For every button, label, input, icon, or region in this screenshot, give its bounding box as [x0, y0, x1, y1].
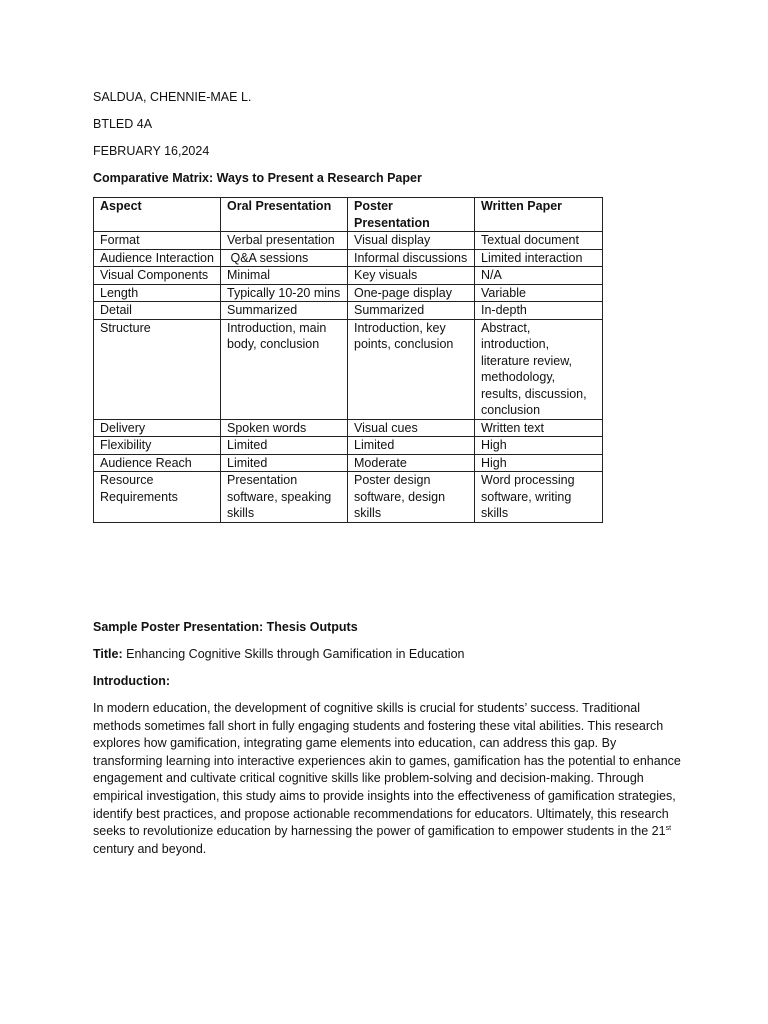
column-header: Poster Presentation [348, 198, 475, 232]
table-cell: Delivery [94, 419, 221, 437]
table-cell: Verbal presentation [221, 232, 348, 250]
table-cell: Length [94, 284, 221, 302]
table-cell: Format [94, 232, 221, 250]
table-cell: Key visuals [348, 267, 475, 285]
table-cell: Resource Requirements [94, 472, 221, 523]
table-row [94, 437, 603, 455]
table-row [94, 419, 603, 437]
table-cell: Visual cues [348, 419, 475, 437]
table-cell: Limited interaction [475, 249, 603, 267]
table-row [94, 267, 603, 285]
table-cell: Visual Components [94, 267, 221, 285]
table-cell: Poster design software, design skills [348, 472, 475, 523]
table-cell: Visual display [348, 232, 475, 250]
introduction-heading: Introduction: [93, 674, 171, 688]
table-cell: Textual document [475, 232, 603, 250]
table-cell: One-page display [348, 284, 475, 302]
column-header: Written Paper [475, 198, 603, 232]
table-cell: Introduction, key points, conclusion [348, 319, 475, 419]
poster-title-text: Enhancing Cognitive Skills through Gamification in Education [122, 647, 465, 661]
table-cell: Q&A sessions [221, 249, 348, 267]
poster-title-label: Title: [93, 647, 123, 661]
table-cell: Summarized [221, 302, 348, 320]
table-cell: Variable [475, 284, 603, 302]
table-row [94, 249, 603, 267]
table-cell: Detail [94, 302, 221, 320]
table-cell: Typically 10-20 mins [221, 284, 348, 302]
table-cell: Limited [221, 454, 348, 472]
table-cell: Spoken words [221, 419, 348, 437]
course-section: BTLED 4A [93, 117, 153, 131]
matrix-title: Comparative Matrix: Ways to Present a Research Paper [93, 171, 422, 185]
table-cell: Minimal [221, 267, 348, 285]
comparative-matrix-table [93, 197, 603, 523]
table-cell: Structure [94, 319, 221, 419]
table-cell: Summarized [348, 302, 475, 320]
table-row [94, 302, 603, 320]
poster-title [93, 646, 465, 662]
table-cell: Flexibility [94, 437, 221, 455]
document-date: FEBRUARY 16,2024 [93, 144, 210, 158]
table-cell: In-depth [475, 302, 603, 320]
table-cell: N/A [475, 267, 603, 285]
table-cell: Limited [348, 437, 475, 455]
table-header-row [94, 198, 603, 232]
table-row [94, 319, 603, 419]
table-cell: Limited [221, 437, 348, 455]
table-cell: Word processing software, writing skills [475, 472, 603, 523]
table-row [94, 454, 603, 472]
table-cell: High [475, 454, 603, 472]
table-cell: Introduction, main body, conclusion [221, 319, 348, 419]
intro-text-end: century and beyond. [93, 841, 207, 856]
table-cell: Abstract, introduction, literature review, methodology, results, discussion, conclusion [475, 319, 603, 419]
table-cell: Presentation software, speaking skills [221, 472, 348, 523]
table-cell: Audience Reach [94, 454, 221, 472]
table-row [94, 232, 603, 250]
poster-section-heading: Sample Poster Presentation: Thesis Outputs [93, 620, 358, 634]
table-cell: High [475, 437, 603, 455]
author-name: SALDUA, CHENNIE-MAE L. [93, 90, 252, 104]
table-cell: Audience Interaction [94, 249, 221, 267]
table-cell: Written text [475, 419, 603, 437]
table-cell: Moderate [348, 454, 475, 472]
table-cell: Informal discussions [348, 249, 475, 267]
column-header: Aspect [94, 198, 221, 232]
ordinal-suffix: st [665, 825, 672, 832]
table-row [94, 472, 603, 523]
intro-text: In modern education, the development of cognitive skills is crucial for students’ success. Traditional methods sometimes fall short in fully engaging students and fostering these vital abilities. This research explores how gamification, integrating game elements into education, can address this gap. By transforming learning into interactive experiences akin to games, gamification has the potential to enhance engagement and cultivate critical cognitive skills like problem-solving and decision-making. Through empirical investigation, this study aims to provide insights into the effectiveness of gamification strategies, identify best practices, and propose actionable recommendations for educators. Ultimately, this research seeks to revolutionize education by harnessing the power of gamification to empower students in the 21 [93, 701, 681, 839]
table-row [94, 284, 603, 302]
introduction-paragraph [93, 700, 683, 858]
column-header: Oral Presentation [221, 198, 348, 232]
